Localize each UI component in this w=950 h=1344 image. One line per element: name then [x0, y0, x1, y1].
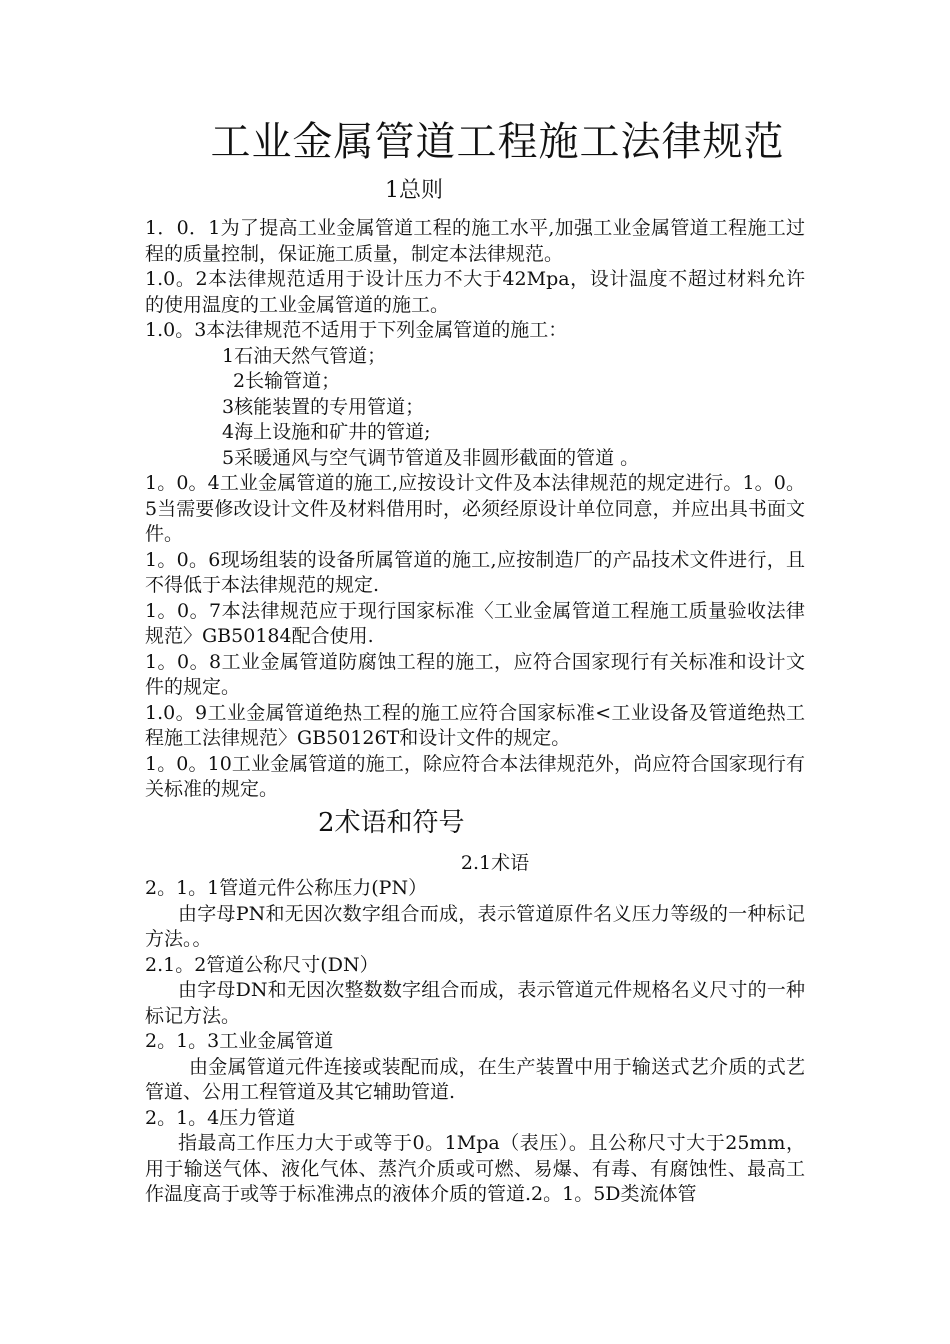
list-item: 3核能装置的专用管道； [222, 395, 425, 418]
list-item: 2长输管道； [233, 370, 341, 392]
paragraph: 1．0．1为了提高工业金属管道工程的施工水平,加强工业金属管道工程施工过程的质量控制，保证施工质量，制定本法律规范。 [145, 217, 805, 265]
chapter-1-heading: 1总则 [385, 178, 443, 203]
paragraph: 1。0。8工业金属管道防腐蚀工程的施工，应符合国家现行有关标准和设计文件的规定。 [145, 650, 805, 698]
term-definition: 指最高工作压力大于或等于0。1Mpa（表压）。且公称尺寸大于25mm，用于输送气体、液化气体、蒸汽介质或可燃、易爆、有毒、有腐蚀性、最高工作温度高于或等于标准沸点的液体介质的管道.2。1。5D类流体管 [145, 1132, 805, 1205]
paragraph: 1。0。7本法律规范应于现行国家标准〈工业金属管道工程施工质量验收法律规范〉GB50184配合使用. [145, 599, 805, 647]
term-title: 2。1。1管道元件公称压力(PN） [145, 877, 428, 899]
term-title: 2。1。4压力管道 [145, 1106, 296, 1129]
term-definition: 由字母PN和无因次数字组合而成，表示管道原件名义压力等级的一种标记方法。。 [145, 902, 805, 950]
paragraph: 1。0。4工业金属管道的施工,应按设计文件及本法律规范的规定进行。1。0。5当需要修改设计文件及材料借用时，必须经原设计单位同意，并应出具书面文件。 [145, 472, 805, 545]
chapter-1-body [145, 216, 805, 803]
document-title: 工业金属管道工程施工法律规范 [210, 119, 785, 165]
chapter-2-body [145, 876, 805, 1208]
paragraph: 1。0。6现场组装的设备所属管道的施工,应按制造厂的产品技术文件进行，且不得低于本法律规范的规定. [145, 548, 805, 596]
paragraph: 1。0。10工业金属管道的施工，除应符合本法律规范外，尚应符合国家现行有关标准的规定。 [145, 752, 805, 800]
term-title: 2.1。2管道公称尺寸(DN） [145, 953, 379, 976]
section-2-1-heading: 2.1术语 [460, 852, 530, 874]
list-item: 1石油天然气管道； [222, 344, 387, 367]
list-item: 4海上设施和矿井的管道; [222, 421, 431, 443]
paragraph: 1.0。3本法律规范不适用于下列金属管道的施工： [145, 319, 568, 341]
paragraph: 1.0。9工业金属管道绝热工程的施工应符合国家标准<工业设备及管道绝热工程施工法律规范〉GB50126T和设计文件的规定。 [145, 701, 805, 749]
term-definition: 由字母DN和无因次整数数字组合而成，表示管道元件规格名义尺寸的一种标记方法。 [145, 979, 805, 1027]
term-title: 2。1。3工业金属管道 [145, 1030, 334, 1052]
paragraph: 1.0。2本法律规范适用于设计压力不大于42Mpa，设计温度不超过材料允许的使用温度的工业金属管道的施工。 [145, 268, 805, 316]
chapter-2-heading: 2术语和符号 [318, 808, 465, 838]
list-item: 5采暖通风与空气调节管道及非圆形截面的管道 。 [222, 446, 640, 469]
term-definition: 由金属管道元件连接或装配而成，在生产装置中用于输送式艺介质的式艺管道、公用工程管道及其它辅助管道. [145, 1055, 805, 1103]
